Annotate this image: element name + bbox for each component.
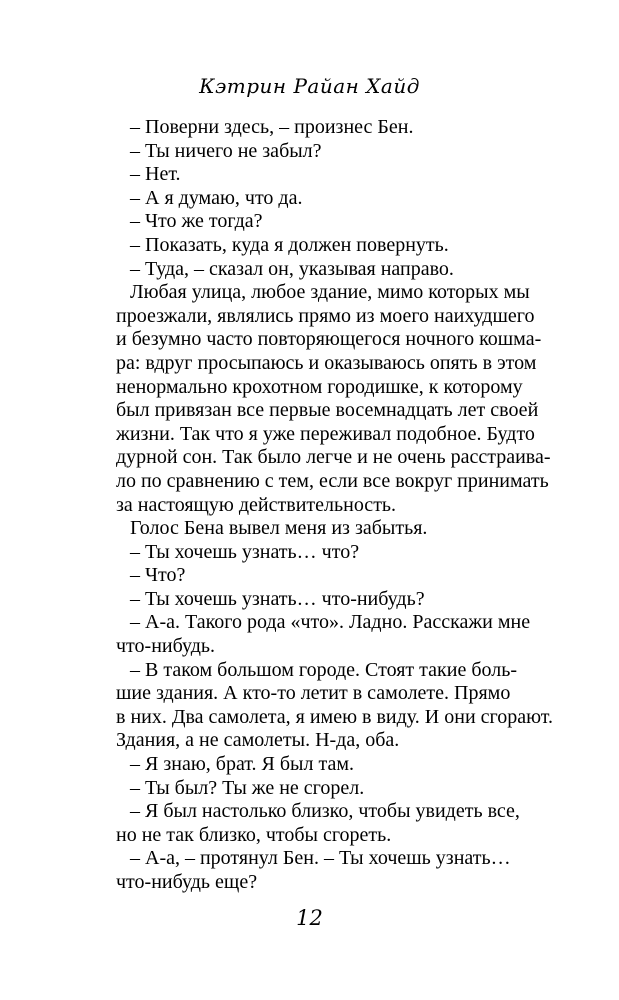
- text-line: – Ты ничего не забыл?: [130, 139, 322, 162]
- text-line: – Поверни здесь, – произнес Бен.: [130, 116, 414, 138]
- text-line: – А-а. Такого рода «что». Ладно. Расскажи мне: [130, 611, 531, 634]
- text-line: – Показать, куда я должен повернуть.: [130, 233, 449, 256]
- text-line: – Что?: [130, 564, 186, 587]
- page-number: 12: [296, 906, 323, 930]
- text-line: и безумно часто повторяющегося ночного кошма-: [116, 328, 542, 351]
- text-line: – Что же тогда?: [130, 210, 263, 233]
- text-line: – Нет.: [130, 163, 181, 186]
- text-line: в них. Два самолета, я имею в виду. И они сгорают.: [116, 705, 554, 728]
- text-line: ра: вдруг просыпаюсь и оказываюсь опять в этом: [116, 351, 537, 374]
- text-line: Здания, а не самолеты. Н-да, оба.: [116, 729, 400, 752]
- text-line: – Я знаю, брат. Я был там.: [130, 753, 354, 776]
- text-line: шие здания. А кто-то летит в самолете. Прямо: [116, 682, 511, 705]
- text-line: ло по сравнению с тем, если все вокруг принимать: [116, 469, 549, 492]
- text-line: был привязан все первые восемнадцать лет своей: [116, 399, 539, 422]
- text-line: жизни. Так что я уже переживал подобное. Будто: [116, 422, 535, 445]
- text-line: – Ты хочешь узнать… что-нибудь?: [130, 587, 425, 610]
- text-line: – Ты был? Ты же не сгорел.: [130, 776, 365, 799]
- text-line: – Туда, – сказал он, указывая направо.: [130, 257, 454, 280]
- text-line: – А я думаю, что да.: [130, 186, 303, 209]
- text-line: – Ты хочешь узнать… что?: [130, 540, 360, 563]
- text-line: за настоящую действительность.: [116, 493, 397, 516]
- text-line: – Я был настолько близко, чтобы увидеть все,: [130, 800, 520, 823]
- body-text: [116, 116, 554, 895]
- text-line: ненормально крохотном городишке, к которому: [116, 375, 523, 398]
- running-header-author: Кэтрин Райан Хайд: [199, 74, 420, 98]
- text-line: – А-а, – протянул Бен. – Ты хочешь узнать…: [130, 847, 511, 870]
- text-line: – В таком большом городе. Стоят такие боль-: [130, 658, 517, 681]
- text-line: проезжали, являлись прямо из моего наихудшего: [116, 304, 535, 327]
- text-line: но не так близко, чтобы сгореть.: [116, 823, 392, 846]
- text-line: Любая улица, любое здание, мимо которых мы: [130, 281, 530, 304]
- text-line: что-нибудь еще?: [116, 871, 258, 893]
- text-line: дурной сон. Так было легче и не очень расстраива-: [116, 446, 551, 469]
- text-line: что-нибудь.: [116, 635, 216, 658]
- text-line: Голос Бена вывел меня из забытья.: [130, 517, 428, 540]
